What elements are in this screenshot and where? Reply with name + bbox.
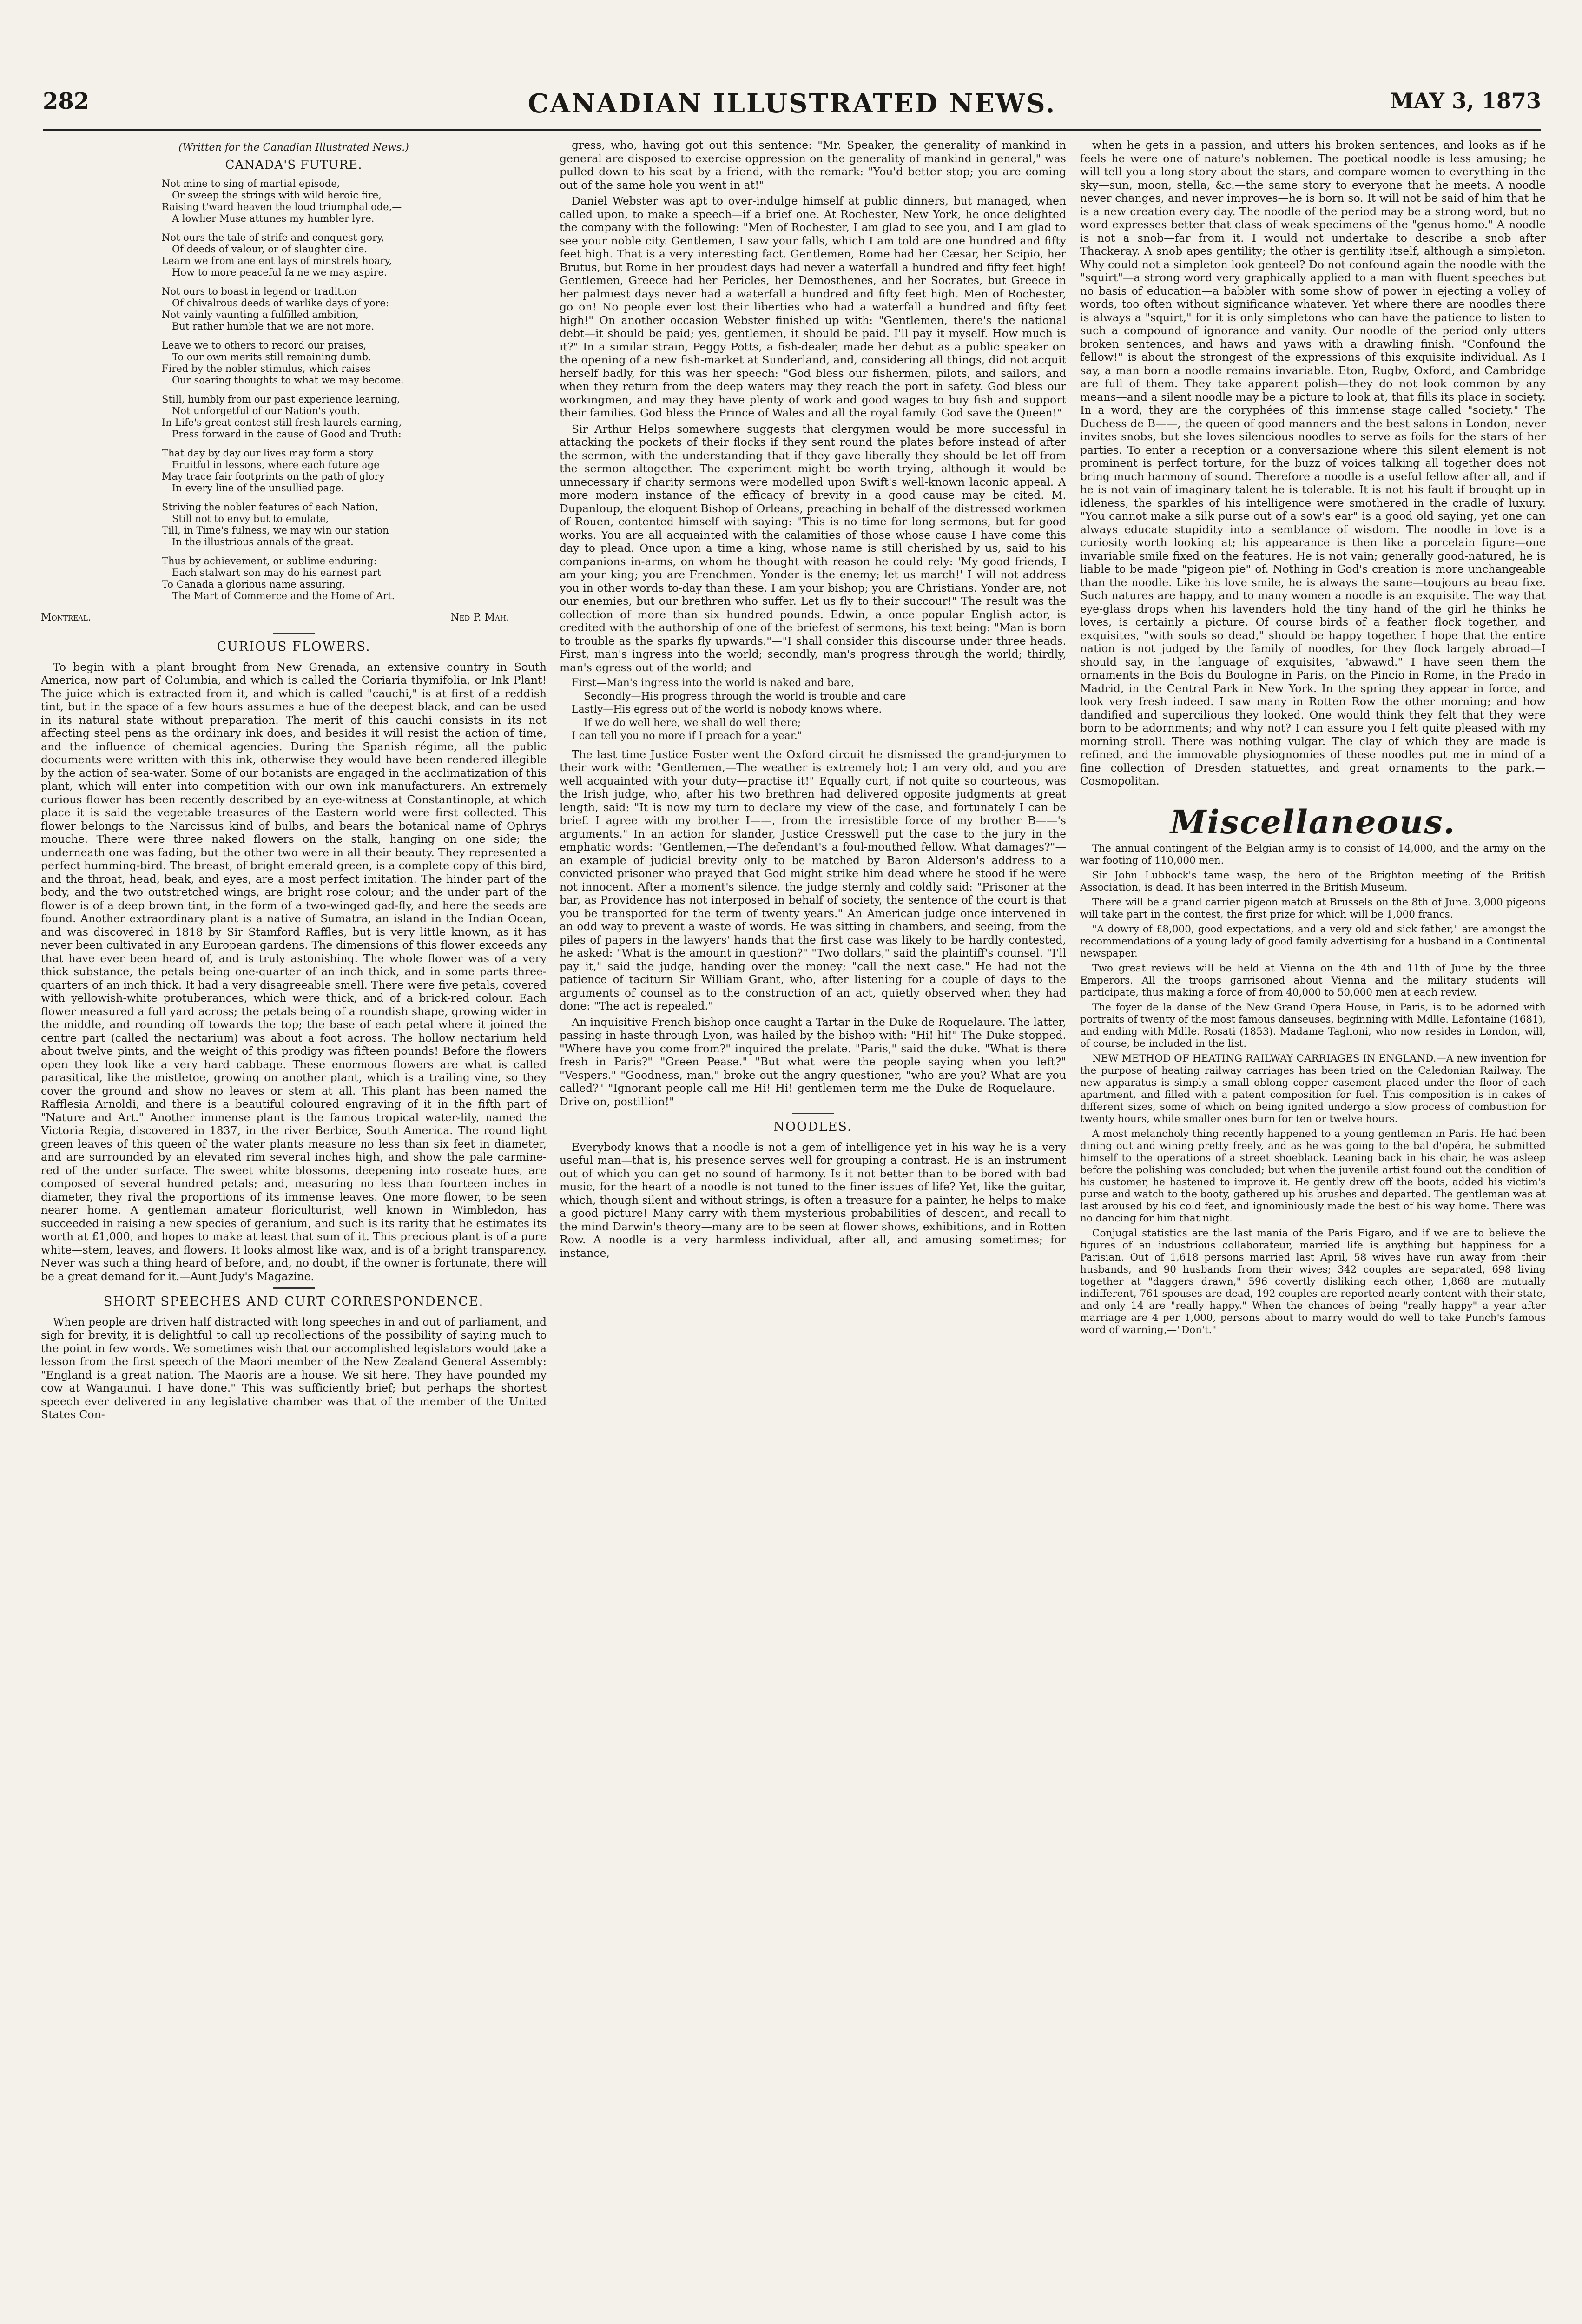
poem-stanza <box>162 502 547 548</box>
paragraph: when he gets in a passion, and utters his broken sentences, and looks as if he feels he were one of nature's noblemen. The poetical noodle is less amusing; he will tell you a long story about the stars, and compare women to everything in the sky—sun, moon, stella, &c.—the same story to everyone that he meets. A noodle never changes, and never improves—he is born so. It will not be said of him that he is a new creation every day. The noodle of the period may be a strong word, but no word expresses better that class of weak specimens of the "genus homo." A noodle is not a snob—far from it. I would not undertake to describe a snob after Thackeray. A snob apes gentility; the other is gentility itself, although a simpleton. Why could not a simpleton look genteel? Do not confound again the noodle with the "squirt"—a strong word very graphically applied to a man with fluent speeches but no basis of education—a babbler with some show of power in ejecting a volley of words, too often without significance whatever. Yet where there are noodles there is always a "squirt," for it is only simpletons who can have the patience to listen to such a compound of ignorance and vanity. Our noodle of the period only utters broken sentences, and haws and yaws with a drawling finish. "Confound the fellow!" is about the strongest of the expressions of this exquisite individual. As I say, a man born a noodle remains invariable. Eton, Rugby, Oxford, and Cambridge are full of them. They take apparent polish—they do not look common by any means—and a silent noodle may be a picture to look at, that fills its place in society. In a word, they are the coryphées of this immense stage called "society." The Duchess de B——, the queen of good manners and the best salons in London, never invites snobs, but she loves silencious noodles to serve as foils for the stars of her parties. To enter a reception or a conversazione where this silent element is not prominent is perfect torture, for the buzz of voices talking all together does not bring much harmony of sound. Therefore a noodle is a useful fellow after all, and if he is not vain of imaginary talent he is tolerable. It is not his fault if brought up in idleness, the sparkles of his intelligence were smothered in the cradle of luxury. "You cannot make a silk purse out of a sow's ear" is a good old saying, yet one can always educate stupidity into a semblance of wisdom. The noodle in love is a curiosity worth looking at; his appearance is then like a porcelain figure—one invariable smile fixed on the features. He is not vain; generally good-natured, he is liable to be made "pigeon pie" of. Nothing in God's creation is more unchangeable than the noodle. Like his love smile, he is always the same—toujours au beau fixe. Such natures are happy, and to many women a noodle is an exquisite. The way that eye-glass drops when his lavenders hold the tiny hand of the girl he thinks he loves, is certainly a picture. Of course birds of a feather flock together, and exquisites, "with souls so dead," should be happy together. I hope that the entire nation is not judged by the family of noodles, for they flock largely abroad—I should say, in the language of exquisites, "abwawd." I have seen them the ornaments in the Bois du Boulogne in Paris, on the Pincio in Rome, in the Prado in Madrid, in the Central Park in New York. In the spring they appear in force, and look very fresh indeed. I saw many in Rotten Row the other morning; and how dandified and supercilious they looked. One would think they felt that they were born to be adornments; and why not? I can assure you I felt quite pleased with my morning stroll. There was nothing vulgar. The clay of which they are made is refined, and the immovable physiognomies of these noodles put me in mind of a fine collection of Dresden statuettes, and great ornaments to the park.—Cosmopolitan. <box>1080 139 1546 787</box>
poem-line: Each stalwart son may do his earnest part <box>172 567 382 578</box>
masthead <box>43 88 1541 135</box>
poem-line: Press forward in the cause of Good and Truth: <box>172 429 402 440</box>
article-title-noodles: NOODLES. <box>773 1120 852 1134</box>
news-item: Sir John Lubbock's tame wasp, the hero of the Brighton meeting of the British Association, is dead. It has been interred in the British Museum. <box>1080 870 1546 893</box>
issue-date: MAY 3, 1873 <box>1390 88 1541 113</box>
poem-signature <box>41 609 547 625</box>
verse-line: Secondly—His progress through the world is trouble and care <box>584 690 906 702</box>
poem-line: In Life's great contest still fresh laurels earning, <box>162 417 402 428</box>
article-body-short-speeches <box>41 1315 547 1421</box>
poem-credit: (Written for the Canadian Illustrated News.) <box>178 142 409 153</box>
article-title-curious-flowers: CURIOUS FLOWERS. <box>217 640 371 654</box>
poem-line: Fruitful in lessons, where each future age <box>172 459 380 470</box>
column-1 <box>41 139 547 2304</box>
newspaper-title: CANADIAN ILLUSTRATED NEWS. <box>527 88 1056 119</box>
news-item: The foyer de la danse of the New Grand Opera House, in Paris, is to be adorned with portraits of twenty of the most famous danseuses, beginning with Mdlle. Lafontaine (1681), and ending with Mdlle. Rosati (1853). Madame Taglioni, who now resides in London, will, of course, be included in the list. <box>1080 1002 1546 1050</box>
poem-line: A lowlier Muse attunes my humbler lyre. <box>172 213 375 224</box>
poem-line: Our soaring thoughts to what we may become. <box>172 375 404 386</box>
poem-line: Not unforgetful of our Nation's youth. <box>172 405 360 416</box>
paragraph: Everybody knows that a noodle is not a gem of intelligence yet in his way he is a very useful man—that is, his presence serves well for grouping a contrast. He is an instrument out of which you can get no sound of harmony. Is it not better than to be bored with bad music, for the heart of a noodle is not tuned to the finer issues of life? Yet, like the guitar, which, though silent and without strings, is often a treasure for a painter, he helps to make a good picture! Many carry with them mysterious probabilities of descent, and recall to the mind Darwin's theory—many are to be seen at flower shows, exhibitions, and in Rotten Row. A noodle is a very harmless individual, after all, and amusing sometimes; for instance, <box>560 1140 1066 1260</box>
poem-line: In every line of the unsullied page. <box>172 482 344 494</box>
column-2 <box>560 139 1066 2304</box>
poem-line: Not mine to sing of martial episode, <box>162 178 340 189</box>
verse-line: If we do well here, we shall do well there; <box>584 717 801 729</box>
poem-line: But rather humble that we are not more. <box>172 321 375 332</box>
verse-line: I can tell you no more if I preach for a year." <box>572 730 802 742</box>
poem-line: Of chivalrous deeds of warlike days of yore: <box>172 297 389 309</box>
poem-line: To our own merits still remaining dumb. <box>172 351 371 363</box>
section-divider <box>273 1287 315 1289</box>
paragraph: Sir Arthur Helps somewhere suggests that clergymen would be more successful in attacking the pockets of their flocks if they sent round the plates before instead of after the sermon, with the understanding that if they gave liberally they should be let off from the sermon altogether. The experiment might be worth trying, although it would be unnecessary if charity sermons were modelled upon Swift's well-known laconic appeal. A more modern instance of the efficacy of brevity in a good cause may be cited. M. Dupanloup, the eloquent Bishop of Orleans, preaching in behalf of the distressed workmen of Rouen, contented himself with saying: "This is no time for long sermons, but for good works. You are all acquainted with the calamities of those whose cause I have come this day to plead. Once upon a time a king, whose name is still cherished by us, said to his companions in-arms, on whom he thought with reason he could rely: 'My good friends, I am your king; you are Frenchmen. Yonder is the enemy; let us march!' I will not address you in other words to-day than these. I am your bishop; you are Christians. Yonder are, not our enemies, but our brethren who suffer. Let us fly to their succour!" The result was the collection of more than six hundred pounds. Edwin, a once popular English actor, is credited with the authorship of one of the briefest of sermons, his text being: "Man is born to trouble as the sparks fly upwards."—"I shall consider this discourse under three heads. First, man's ingress into the world; secondly, man's progress through the world; thirdly, man's egress out of the world; and <box>560 422 1066 674</box>
paragraph: An inquisitive French bishop once caught a Tartar in the Duke de Roquelaure. The latter, passing in haste through Lyon, was hailed by the bishop with: "Hi! hi!" The Duke stopped. "Where have you come from?" inquired the prelate. "Paris," said the duke. "What is there fresh in Paris?" "Green Pease." "But what were the people saying when you left?" "Vespers." "Goodness, man," broke out the angry questioner, "who are you? What are you called?" "Ignorant people call me Hi! Hi! gentlemen term me the Duke de Roquelaure.—Drive on, postillion!" <box>560 1015 1066 1108</box>
poem-line: Or sweep the strings with wild heroic fire, <box>172 190 382 201</box>
news-item: A most melancholy thing recently happened to a young gentleman in Paris. He had been dining out and wining pretty freely, and as he was going to the bal d'opéra, he submitted himself to the operations of a street shoeblack. Leaning back in his chair, he was asleep before the polishing was concluded; but when the juvenile artist found out the condition of his customer, he hastened to improve it. He gently drew off the boots, added his victim's purse and watch to the booty, gathered up his brushes and departed. The gentleman was at last aroused by his cold feet, and ignominiously made the best of his way home. There was no dancing for him that night. <box>1080 1128 1546 1224</box>
poem-line: Leave we to others to record our praises, <box>162 340 367 351</box>
poem-line: The Mart of Commerce and the Home of Art. <box>172 590 395 601</box>
poem-stanza <box>162 178 547 224</box>
poem-line: Still not to envy but to emulate, <box>172 513 329 524</box>
poem-line: Fired by the nobler stimulus, which raises <box>162 363 371 374</box>
poem-line: In the illustrious annals of the great. <box>172 536 354 548</box>
poem-stanza <box>162 286 547 332</box>
poem-line: Not ours to boast in legend or tradition <box>162 286 357 297</box>
poem-line: Still, humbly from our past experience learning, <box>162 394 401 405</box>
article-title-short-speeches: SHORT SPEECHES AND CURT CORRESPONDENCE. <box>103 1294 484 1309</box>
poem-line: How to more peaceful fa ne we may aspire. <box>172 267 387 278</box>
article-body-noodles <box>560 1141 1066 1260</box>
poem-line: Raising t'ward heaven the loud triumphal ode,— <box>162 201 402 212</box>
article-body-miscellaneous <box>1080 843 1546 1336</box>
poem-line: Learn we from ane ent lays of minstrels hoary, <box>162 255 392 266</box>
paragraph: Daniel Webster was apt to over-indulge himself at public dinners, but managed, when called upon, to make a speech—if a brief one. At Rochester, New York, he once delighted the company with the following: "Men of Rochester, I am glad to see you, and I am glad to see your noble city. Gentlemen, I saw your falls, which I am told are one hundred and fifty feet high. That is a very interesting fact. Gentlemen, Rome had her Cæsar, her Scipio, her Brutus, but Rome in her proudest days had never a waterfall a hundred and fifty feet high! Gentlemen, Greece had her Pericles, her Demosthenes, and her Socrates, but Greece in her palmiest days never had a waterfall a hundred and fifty feet high. Men of Rochester, go on! No people ever lost their liberties who had a waterfall a hundred and fifty feet high!" On another occasion Webster finished up with: "Gentlemen, there's the national debt—it should be paid; yes, gentlemen, it should be paid. I'll pay it myself. How much is it?" In a similar strain, Peggy Potts, a fish-dealer, made her debut as a public speaker on the opening of a new fish-market at Sunderland, and, considering all things, did not acquit herself badly, for this was her speech: "God bless our fishermen, pilots, and sailors, and when they return from the deep waters may they reach the port in safety. God bless our workingmen, and may they have plenty of work and good wages to buy fish and support their families. God bless the Prince of Wales and all the royal family. God save the Queen!" <box>560 194 1066 419</box>
poem-stanza <box>162 555 547 602</box>
poem-author: Ned P. Mah. <box>450 612 509 623</box>
poem-line: To Canada a glorious name assuring, <box>162 579 345 590</box>
poem-line: May trace fair footprints on the path of glory <box>162 471 385 482</box>
article-continuation-noodles <box>1080 139 1546 788</box>
article-continuation-short-speeches <box>560 139 1066 674</box>
poem-title: CANADA'S FUTURE. <box>225 158 363 172</box>
poem-line: Thus by achievement, or sublime enduring: <box>162 555 377 567</box>
poem-body <box>41 178 547 602</box>
poem-line: Till, in Time's fulness, we may win our station <box>162 525 389 536</box>
verse-line: First—Man's ingress into the world is naked and bare, <box>572 677 854 689</box>
poem-line: Not vainly vaunting a fulfilled ambition, <box>162 309 359 320</box>
poem-stanza <box>162 448 547 494</box>
header-rule <box>43 129 1541 131</box>
poem-line: Striving the nobler features of each Nation, <box>162 502 378 513</box>
article-continuation-short-speeches-2 <box>560 748 1066 1109</box>
page-number: 282 <box>43 88 90 114</box>
sermon-verse <box>572 677 1066 743</box>
section-divider <box>273 633 315 634</box>
section-title-miscellaneous: Miscellaneous. <box>1170 802 1456 841</box>
paragraph: To begin with a plant brought from New Grenada, an extensive country in South America, now part of Columbia, and which is called the Coriaria thymifolia, or Ink Plant! The juice which is extracted from it, and which is called "cauchi," is at first of a reddish tint, but in the space of a few hours assumes a hue of the deepest black, and can be used in its natural state without preparation. The merit of this cauchi consists in its not affecting steel pens as the ordinary ink does, and besides it will resist the action of time, and the influence of chemical agencies. During the Spanish régime, all the public documents were written with this ink, otherwise they would have been rendered illegible by the action of sea-water. Some of our botanists are engaged in the acclimatization of this plant, which will enter into competition with our own ink manufacturers. An extremely curious flower has been recently described by an eye-witness at Constantinople, at which place it is said the vegetable treasures of the Eastern world were first collected. This flower belongs to the Narcissus kind of bulbs, and bears the botanical name of Ophrys mouche. There were three naked flowers on the stalk, hanging on one side; the underneath one was fading, but the other two were in all their beauty. They represented a perfect humming-bird. The breast, of bright emerald green, is a complete copy of this bird, and the throat, head, beak, and eyes, are a most perfect imitation. The hinder part of the body, and the two outstretched wings, are bright rose colour; and the under part of the flower is of a deep brown tint, in the form of a two-winged gad-fly, and here the seeds are found. Another extraordinary plant is a native of Sumatra, an island in the Indian Ocean, and was discovered in 1818 by Sir Stamford Raffles, but is very little known, as it has never been cultivated in any European gardens. The dimensions of this flower exceeds any that have ever been heard of, and is truly astonishing. The whole flower was of a very thick substance, the petals being one-quarter of an inch thick, and in some parts three-quarters of an inch thick. It had a very disagreeable smell. There were five petals, covered with yellowish-white protuberances, which were thick, and of a brick-red colour. Each flower measured a full yard across; the petals being of a roundish shape, growing wider in the middle, and rounding off towards the top; the base of each petal where it joined the centre part (called the nectarium) was about a foot across. The hollow nectarium held about twelve pints, and the weight of this prodigy was fifteen pounds! Before the flowers open they look like a very hard cabbage. These enormous flowers are what is called parasitical, like the mistletoe, growing on another plant, which is a trailing vine, so they cover the ground and show no leaves or stem at all. This plant has been named the Rafflesia Arnoldi, and there is a beautiful coloured engraving of it in the fifth part of "Nature and Art." Another immense plant is the famous tropical water-lily, named the Victoria Regia, discovered in 1837, in the river Berbice, South America. The round light green leaves of this queen of the water plants measure no less than six feet in diameter, and are surrounded by an elevated rim several inches high, and show the pale carmine-red of the under surface. The sweet white blossoms, deepening into roseate hues, are composed of several hundred petals; and, measuring no less than fourteen inches in diameter, they rival the proportions of its immense leaves. One more flower, to be seen nearer home. A gentleman amateur floriculturist, well known in Wimbledon, has succeeded in raising a new species of geranium, and such is its rarity that he estimates its worth at £1,000, and hopes to make at least that sum of it. This precious plant is of a pure white—stem, leaves, and flowers. It looks almost like wax, and is of a bright transparency. Never was such a thing heard of before, and, no doubt, if the owner is fortunate, there will be a great demand for it.—Aunt Judy's Magazine. <box>41 660 547 1283</box>
news-item: NEW METHOD OF HEATING RAILWAY CARRIAGES IN ENGLAND.—A new invention for the purpose of heating railway carriages has been tried on the Caledonian Railway. The new apparatus is simply a small oblong copper casement placed under the floor of each apartment, and filled with a patent composition for fuel. This composition is in cakes of different sizes, some of which on being ignited undergo a slow process of combustion for twenty hours, while smaller ones burn for ten or twelve hours. <box>1080 1053 1546 1125</box>
poem-stanza <box>162 232 547 278</box>
column-3 <box>1080 139 1546 2304</box>
news-item: The annual contingent of the Belgian army is to consist of 14,000, and the army on the war footing of 110,000 men. <box>1080 843 1546 866</box>
verse-line: Lastly—His egress out of the world is nobody knows where. <box>572 704 882 715</box>
paragraph: The last time Justice Foster went the Oxford circuit he dismissed the grand-jurymen to their work with: "Gentlemen,—The weather is extremely hot; I am very old, and you are well acquainted with your duty—practise it!" Equally curt, if not quite so courteous, was the Irish judge, who, after his two brethren had delivered opposite judgments at great length, said: "It is now my turn to declare my view of the case, and fortunately I can be brief. I agree with my brother I——, from the irresistible force of my brother B——'s arguments." In an action for slander, Justice Cresswell put the case to the jury in the emphatic words: "Gentlemen,—The defendant's a foul-mouthed fellow. What damages?"—an example of judicial brevity only to be matched by Baron Alderson's address to a convicted prisoner who prayed that God might strike him dead where he stood if he were not innocent. After a moment's silence, the judge sternly and coldly said: "Prisoner at the bar, as Providence has not interposed in behalf of society, the sentence of the court is that you be transported for the term of twenty years." An American judge once intervened in an odd way to prevent a waste of words. He was sitting in chambers, and seeing, from the piles of papers in the lawyers' hands that the first case was likely to be hardly contested, he asked: "What is the amount in question?" "Two dollars," said the plaintiff's counsel. "I'll pay it," said the judge, handing over the money; "call the next case." He had not the patience of taciturn Sir William Grant, who, after listening for a couple of days to the arguments of counsel as to the construction of an act, quietly observed when they had done: "The act is repealed." <box>560 747 1066 1012</box>
news-item: There will be a grand carrier pigeon match at Brussels on the 8th of June. 3,000 pigeons will take part in the contest, the first prize for which will be 1,000 francs. <box>1080 897 1546 920</box>
paragraph: gress, who, having got out this sentence: "Mr. Speaker, the generality of mankind in general are disposed to exercise oppression on the generality of mankind in general," was pulled down to his seat by a friend, with the remark: "You'd better stop; you are coming out of the same hole you went in at!" <box>560 139 1066 191</box>
news-item: "A dowry of £8,000, good expectations, and a very old and sick father," are amongst the recommendations of a young lady of good family advertising for a husband in a Continental newspaper. <box>1080 924 1546 959</box>
poem-place: Montreal. <box>41 612 91 623</box>
paragraph: When people are driven half distracted with long speeches in and out of parliament, and sigh for brevity, it is delightful to call up recollections of the possibility of saying much to the point in few words. We sometimes wish that our accomplished legislators would take a lesson from the first speech of the Maori member of the New Zealand General Assembly: "England is a great nation. The Maoris are a house. We sit here. They have pounded my cow at Wangaunui. I have done." This was sufficiently brief; but perhaps the shortest speech ever delivered in any legislative chamber was that of the member of the United States Con- <box>41 1315 547 1421</box>
section-divider <box>792 1113 834 1114</box>
poem-line: Of deeds of valour, or of slaughter dire. <box>172 244 368 255</box>
poem-stanza <box>162 340 547 386</box>
poem-line: Not ours the tale of strife and conquest gory, <box>162 232 384 243</box>
article-body-curious-flowers <box>41 660 547 1283</box>
news-item: Conjugal statistics are the last mania of the Paris Figaro, and if we are to believe the figures of an industrious collaborateur, married life is anything but happiness for a Parisian. Out of 1,618 persons married last April, 58 wives have run away from their husbands, and 90 husbands from their wives; 342 couples are separated, 698 living together at "daggers drawn," 596 covertly disliking each other, 1,868 are mutually indifferent, 761 spouses are dead, 192 couples are reported nearly content with their state, and only 14 are "really happy." When the chances of being "really happy" a year after marriage are 4 per 1,000, persons about to marry would do well to take Punch's famous word of warning,—"Don't." <box>1080 1228 1546 1336</box>
news-item: Two great reviews will be held at Vienna on the 4th and 11th of June by the three Emperors. All the troops garrisoned about Vienna and the military students will participate, thus making a force of from 40,000 to 50,000 men at each review. <box>1080 963 1546 998</box>
poem-stanza <box>162 394 547 440</box>
poem-line: That day by day our lives may form a story <box>162 448 374 459</box>
